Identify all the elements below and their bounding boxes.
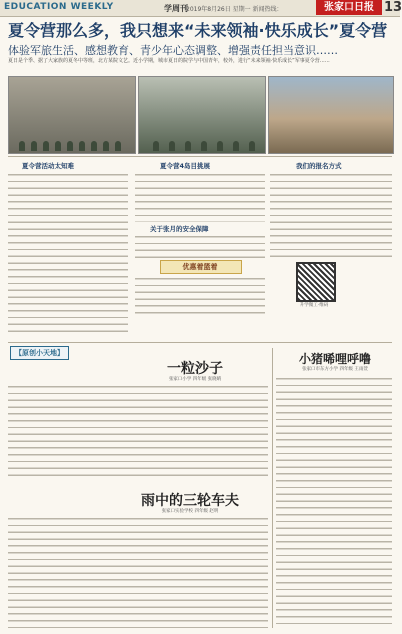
col3-title: 我们的报名方式 — [296, 162, 342, 170]
discount-title: 优惠着篮着 — [182, 263, 218, 271]
story2-title: 雨中的三轮车夫 — [141, 493, 239, 509]
story1-title: 一粒沙子 — [167, 361, 223, 377]
page-number: 13 — [384, 0, 402, 15]
qr-caption: 升学微工·维码 — [299, 303, 329, 308]
story2-body — [8, 516, 268, 628]
photo-group-left — [8, 76, 136, 154]
story1-byline: 张家口小学 四年级 张晓晴 — [168, 377, 222, 382]
photo-camp-gate — [268, 76, 394, 154]
col1-body — [8, 172, 128, 342]
feature-lead: 夏日是个季、据了大家族的夏冬中等班，北方某院文艺。近小学期，城市夏日的院学与中国青年，校外，进行“未来领袖·快乐成长”军事夏令营…… — [8, 58, 330, 64]
safety-title: 关于张月的安全保障 — [150, 225, 209, 233]
col2-title: 夏令营4岛目挑展 — [160, 162, 211, 170]
qr-code[interactable] — [296, 262, 336, 302]
story3-byline: 张家口市东方小学 四年级 王雨萱 — [302, 367, 368, 372]
story3-body — [276, 376, 392, 628]
col2-body — [135, 172, 265, 222]
feature-subhead: 体验军旅生活、感想教育、青少年心态调整、增强责任担当意识…… — [8, 44, 338, 57]
story2-byline: 张家口实验学校 四年级 赵明 — [161, 509, 219, 514]
divider — [272, 348, 273, 628]
story1-body — [8, 384, 268, 480]
col1-title: 夏令营活动太知难 — [22, 162, 74, 170]
column-box-label: 【原创小天地】 — [10, 346, 69, 360]
newspaper-brand: 张家口日报 — [316, 0, 382, 15]
col3-body — [270, 172, 392, 258]
safety-body — [135, 234, 265, 258]
dateline: 2019年8月26日 星期一 新闻热线： — [186, 6, 283, 13]
discount-body — [135, 276, 265, 314]
divider — [8, 156, 392, 157]
divider — [8, 342, 392, 343]
column-label: EDUCATION WEEKLY — [4, 2, 114, 12]
feature-headline: 夏令营那么多，我只想来“未来领袖·快乐成长”夏令营 — [8, 21, 388, 40]
story3-title: 小猪唏哩呼噜 — [298, 352, 371, 366]
section-name: 学周刊 — [164, 4, 188, 13]
photo-group-center — [138, 76, 266, 154]
